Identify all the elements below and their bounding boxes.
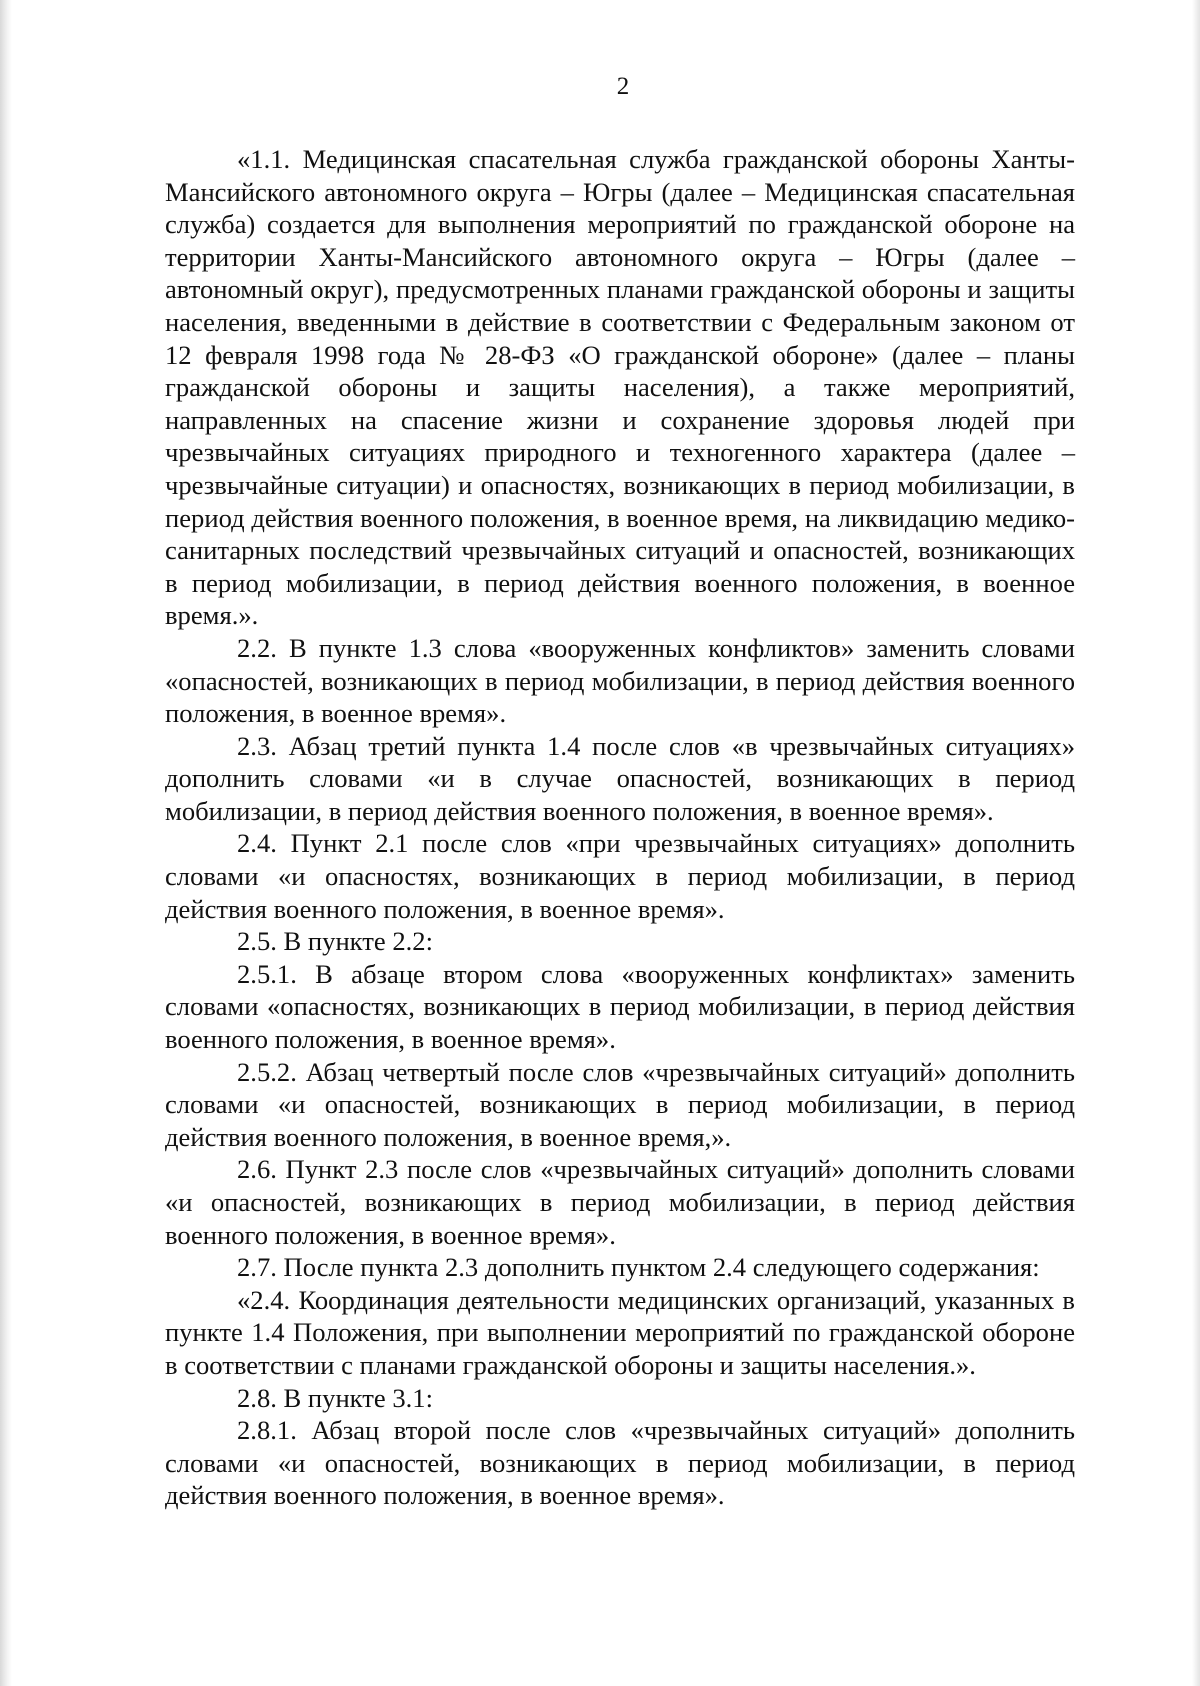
paragraph-2-8-1: 2.8.1. Абзац второй после слов «чрезвычайных ситуаций» дополнить словами «и опасностей, возникающих в период мобилизации, в период действия военного положения, в военное время».	[165, 1415, 1075, 1511]
paragraph-2-3: 2.3. Абзац третий пункта 1.4 после слов «в чрезвычайных ситуациях» дополнить словами «и в случае опасностей, возникающих в период мобилизации, в период действия военного положения, в военное время».	[165, 730, 1075, 826]
paragraph-2-5-1: 2.5.1. В абзаце втором слова «вооруженных конфликтах» заменить словами «опасностях, возникающих в период мобилизации, в период действия военного положения, в военное время».	[165, 958, 1075, 1055]
paragraph-2-5: 2.5. В пункте 2.2:	[237, 926, 433, 957]
paragraph-1-1: «1.1. Медицинская спасательная служба гражданской обороны Ханты-Мансийского автономного округа – Югры (далее – Медицинская спасательная служба) создается для выполнения мероприятий по гражданской обороне на территории Ханты-Мансийского автономного округа – Югры (далее – автономный округ), предусмотренных планами гражданской обороны и защиты населения, введенными в действие в соответствии с Федеральным законом от 12 февраля 1998 года № 28-ФЗ «О гражданской обороне» (далее – планы гражданской обороны и защиты населения), а также мероприятий, направленных на спасение жизни и сохранение здоровья людей при чрезвычайных ситуациях природного и техногенного характера (далее – чрезвычайные ситуации) и опасностях, возникающих в период мобилизации, в период действия военного положения, в военное время, на ликвидацию медико-санитарных последствий чрезвычайных ситуаций и опасностей, возникающих в период мобилизации, в период действия военного положения, в военное время.».	[165, 144, 1075, 631]
paragraph-2-4-new: «2.4. Координация деятельности медицинских организаций, указанных в пункте 1.4 Положения, при выполнении мероприятий по гражданской обороне в соответствии с планами гражданской обороны и защиты населения.».	[165, 1284, 1075, 1380]
paragraph-2-6: 2.6. Пункт 2.3 после слов «чрезвычайных ситуаций» дополнить словами «и опасностей, возникающих в период мобилизации, в период действия военного положения, в военное время».	[165, 1154, 1075, 1250]
paragraph-2-8: 2.8. В пункте 3.1:	[237, 1382, 433, 1413]
scan-edge-left	[0, 0, 12, 1686]
scan-edge-right	[1192, 0, 1200, 1686]
paragraph-2-5-2: 2.5.2. Абзац четвертый после слов «чрезвычайных ситуаций» дополнить словами «и опасностей, возникающих в период мобилизации, в период действия военного положения, в военное время,».	[165, 1056, 1075, 1152]
paragraph-2-4: 2.4. Пункт 2.1 после слов «при чрезвычайных ситуациях» дополнить словами «и опасностях, возникающих в период мобилизации, в период действия военного положения, в военное время».	[165, 828, 1075, 924]
document-body	[165, 143, 1075, 1512]
paragraph-2-2: 2.2. В пункте 1.3 слова «вооруженных конфликтов» заменить словами «опасностей, возникающих в период мобилизации, в период действия военного положения, в военное время».	[165, 632, 1075, 729]
page-number: 2	[616, 73, 630, 100]
paragraph-2-7: 2.7. После пункта 2.3 дополнить пунктом 2.4 следующего содержания:	[237, 1252, 1040, 1283]
